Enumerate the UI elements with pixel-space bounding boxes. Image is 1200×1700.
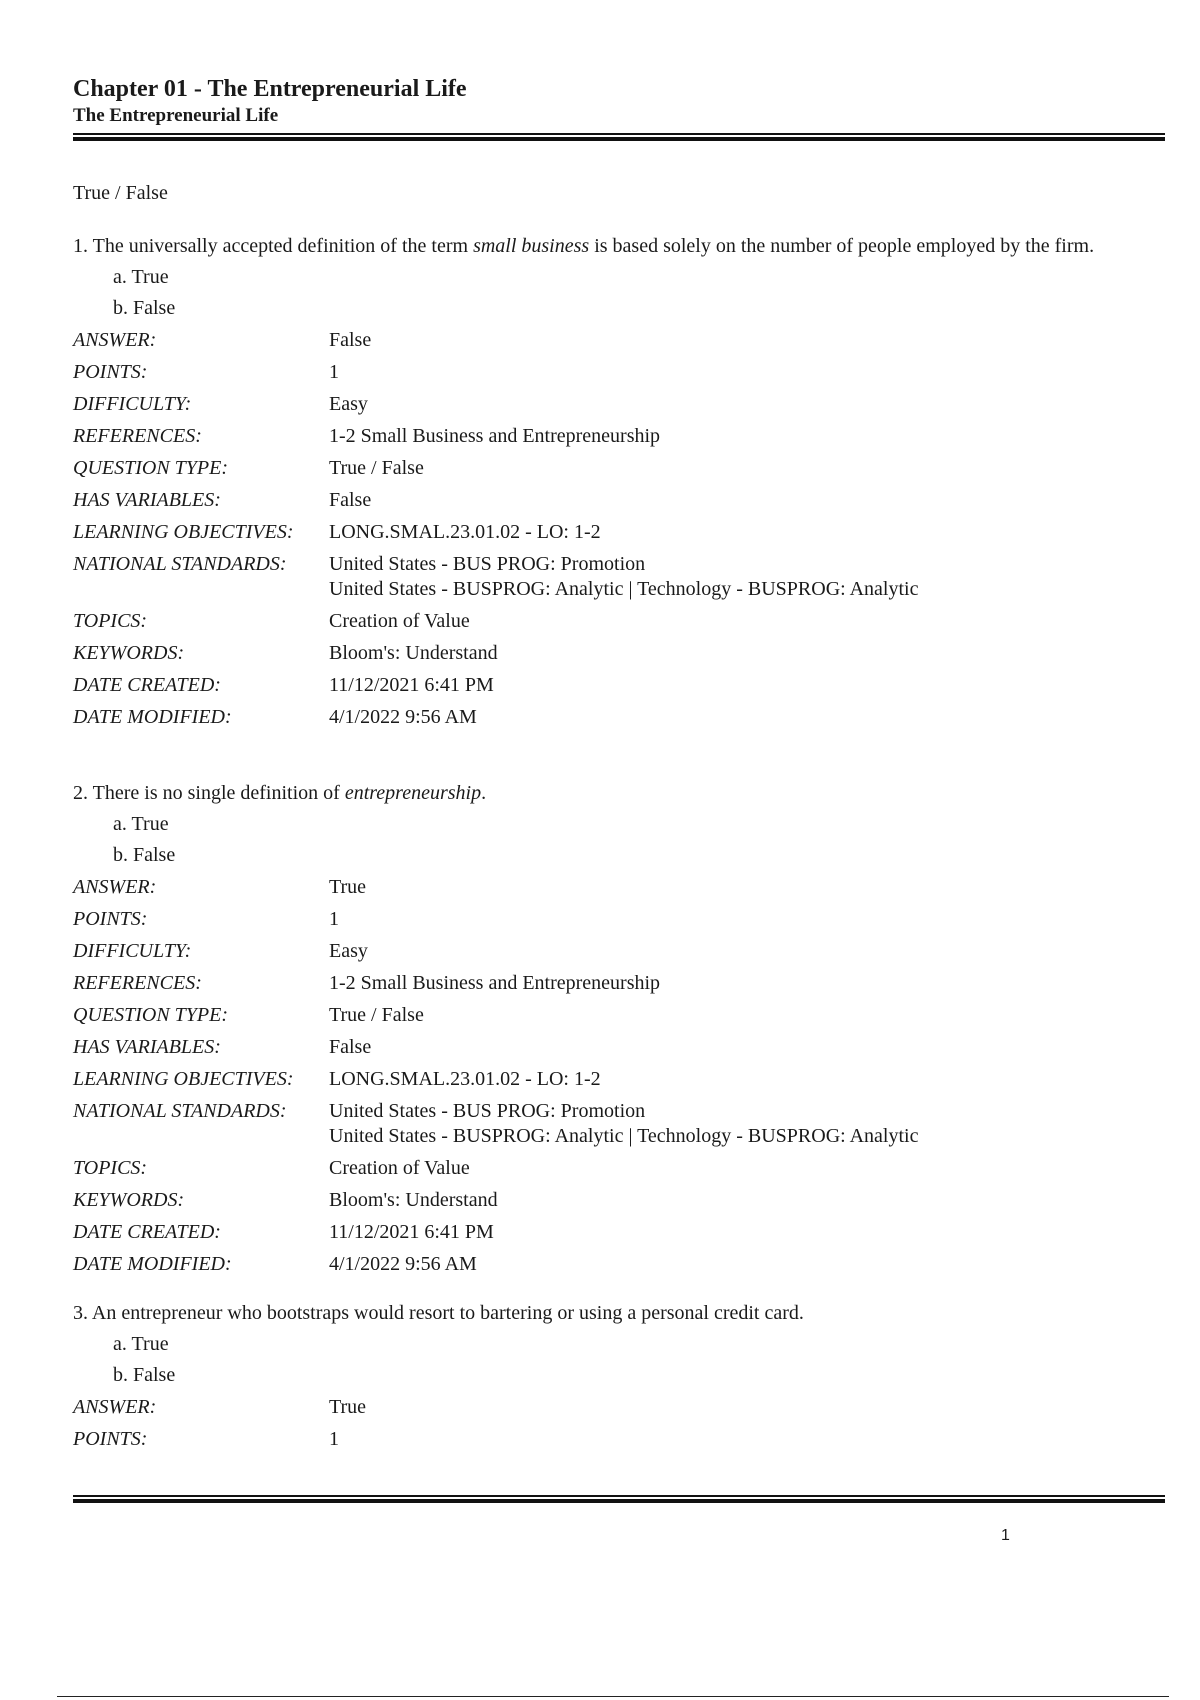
- keywords-value: Bloom's: Understand: [329, 1189, 498, 1211]
- difficulty-label: DIFFICULTY:: [73, 940, 192, 962]
- national-standards-label: NATIONAL STANDARDS:: [73, 1100, 287, 1122]
- answer-value: True: [329, 876, 367, 898]
- date-modified-value: 4/1/2022 9:56 AM: [329, 1253, 477, 1275]
- difficulty-value: Easy: [329, 393, 368, 415]
- question-stem: 3. An entrepreneur who bootstraps would resort to bartering or using a personal credit card.: [73, 1302, 804, 1324]
- difficulty-value: Easy: [329, 940, 368, 962]
- points-label: POINTS:: [73, 1428, 148, 1450]
- question-type-label: QUESTION TYPE:: [73, 1004, 229, 1026]
- national-standards-label: NATIONAL STANDARDS:: [73, 553, 287, 575]
- date-modified-label: DATE MODIFIED:: [73, 1253, 232, 1275]
- answer-label: ANSWER:: [73, 329, 157, 351]
- points-label: POINTS:: [73, 908, 148, 930]
- topics-label: TOPICS:: [73, 610, 148, 632]
- choice-true: a. True: [113, 813, 169, 835]
- learning-objectives-label: LEARNING OBJECTIVES:: [73, 1068, 294, 1090]
- answer-label: ANSWER:: [73, 876, 157, 898]
- references-label: REFERENCES:: [73, 972, 202, 994]
- choice-true: a. True: [113, 266, 169, 288]
- question-type-value: True / False: [329, 1004, 424, 1026]
- has-variables-label: HAS VARIABLES:: [73, 1036, 221, 1058]
- page-bottom-line: [57, 1696, 1169, 1697]
- question-3: [73, 1301, 1165, 1455]
- topics-label: TOPICS:: [73, 1157, 148, 1179]
- choice-true: a. True: [113, 1333, 169, 1355]
- national-standards-value: [329, 1095, 1165, 1152]
- topics-value: Creation of Value: [329, 1157, 470, 1179]
- choice-false: b. False: [113, 1364, 176, 1386]
- date-created-value: 11/12/2021 6:41 PM: [329, 674, 494, 696]
- has-variables-value: False: [329, 489, 372, 511]
- header-divider: [73, 133, 1165, 141]
- page-number: 1: [1001, 1527, 1010, 1544]
- points-value: 1: [329, 908, 339, 930]
- question-metadata: [73, 324, 1165, 733]
- date-modified-value: 4/1/2022 9:56 AM: [329, 706, 477, 728]
- points-value: 1: [329, 361, 339, 383]
- difficulty-label: DIFFICULTY:: [73, 393, 192, 415]
- answer-value: True: [329, 1396, 367, 1418]
- date-created-label: DATE CREATED:: [73, 674, 221, 696]
- points-value: 1: [329, 1428, 339, 1450]
- answer-value: False: [329, 329, 372, 351]
- question-1: [73, 234, 1165, 733]
- keywords-label: KEYWORDS:: [73, 1189, 185, 1211]
- section-label: True / False: [73, 182, 168, 204]
- footer-divider: [73, 1495, 1165, 1503]
- choice-false: b. False: [113, 844, 176, 866]
- question-type-value: True / False: [329, 457, 424, 479]
- chapter-title: Chapter 01 - The Entrepreneurial Life: [73, 76, 467, 102]
- question-stem: 1. The universally accepted definition of the term small business is based solely on the number of people employed by the firm.: [73, 235, 1095, 257]
- answer-label: ANSWER:: [73, 1396, 157, 1418]
- date-created-value: 11/12/2021 6:41 PM: [329, 1221, 494, 1243]
- learning-objectives-value: LONG.SMAL.23.01.02 - LO: 1-2: [329, 521, 601, 543]
- national-standard-line: United States - BUSPROG: Analytic | Technology - BUSPROG: Analytic: [329, 1125, 919, 1147]
- date-created-label: DATE CREATED:: [73, 1221, 221, 1243]
- learning-objectives-label: LEARNING OBJECTIVES:: [73, 521, 294, 543]
- has-variables-value: False: [329, 1036, 372, 1058]
- keywords-value: Bloom's: Understand: [329, 642, 498, 664]
- national-standards-value: [329, 548, 1165, 605]
- chapter-subtitle: The Entrepreneurial Life: [73, 105, 279, 126]
- references-value: 1-2 Small Business and Entrepreneurship: [329, 425, 661, 447]
- references-label: REFERENCES:: [73, 425, 202, 447]
- question-stem: 2. There is no single definition of entrepreneurship.: [73, 782, 487, 804]
- question-metadata: [73, 871, 1165, 1280]
- national-standard-line: United States - BUS PROG: Promotion: [329, 553, 646, 575]
- national-standard-line: United States - BUSPROG: Analytic | Technology - BUSPROG: Analytic: [329, 578, 919, 600]
- points-label: POINTS:: [73, 361, 148, 383]
- question-2: [73, 781, 1165, 1280]
- keywords-label: KEYWORDS:: [73, 642, 185, 664]
- references-value: 1-2 Small Business and Entrepreneurship: [329, 972, 661, 994]
- has-variables-label: HAS VARIABLES:: [73, 489, 221, 511]
- national-standard-line: United States - BUS PROG: Promotion: [329, 1100, 646, 1122]
- question-type-label: QUESTION TYPE:: [73, 457, 229, 479]
- learning-objectives-value: LONG.SMAL.23.01.02 - LO: 1-2: [329, 1068, 601, 1090]
- choice-false: b. False: [113, 297, 176, 319]
- date-modified-label: DATE MODIFIED:: [73, 706, 232, 728]
- topics-value: Creation of Value: [329, 610, 470, 632]
- question-metadata: [73, 1391, 1165, 1455]
